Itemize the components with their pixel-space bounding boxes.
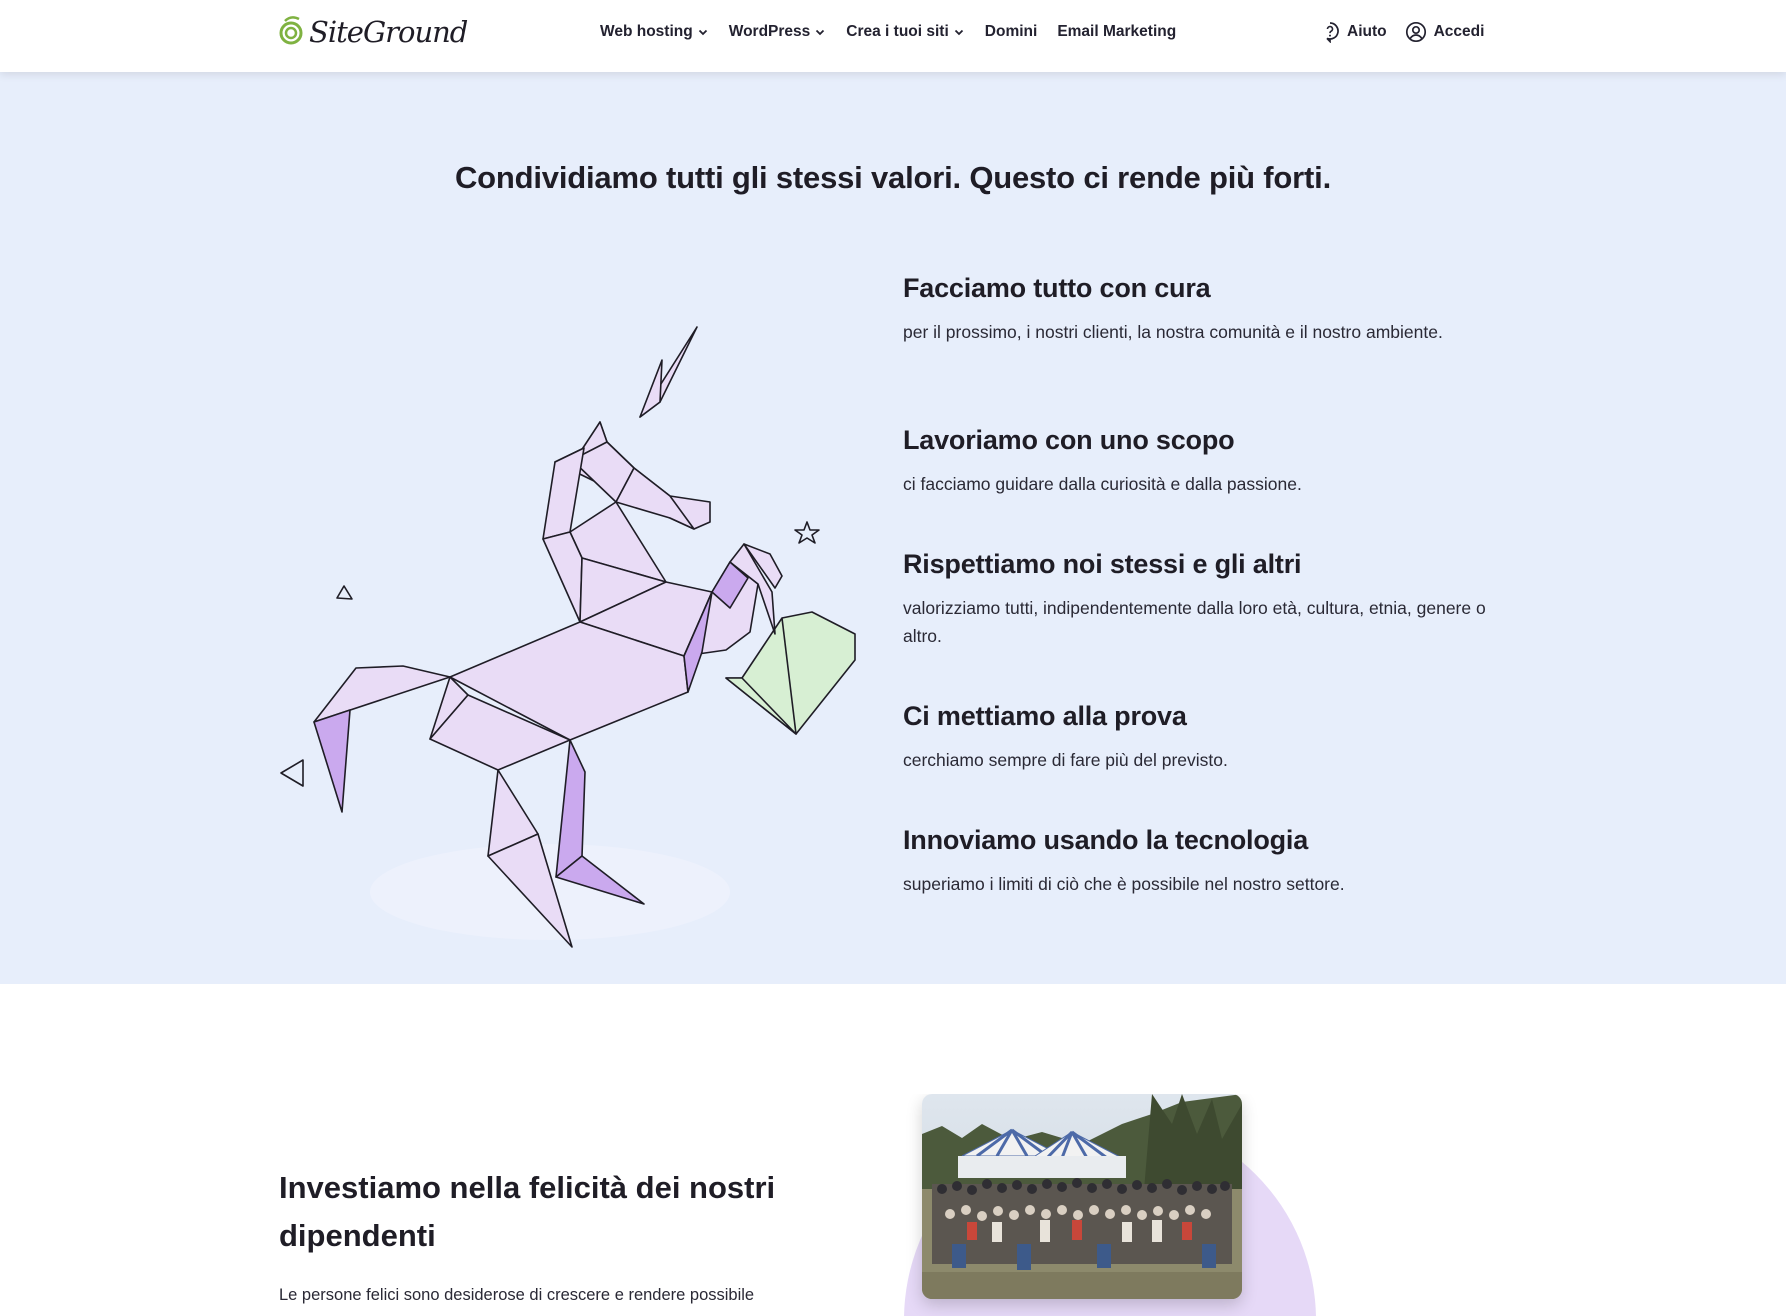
help-link[interactable] (1320, 20, 1387, 44)
value-description: superiamo i limiti di ciò che è possibile nel nostro settore. (903, 874, 1345, 894)
value-item (903, 822, 1345, 898)
nav-wordpress[interactable] (729, 20, 827, 44)
origami-unicorn-illustration (270, 272, 870, 972)
value-heading: Facciamo tutto con cura (903, 273, 1211, 303)
value-description: ci facciamo guidare dalla curiosità e dalla passione. (903, 474, 1302, 494)
value-item (903, 546, 1503, 650)
happiness-title: Investiamo nella felicità dei nostri dipendenti (279, 1170, 776, 1253)
chevron-down-icon (814, 26, 826, 38)
siteground-logo[interactable] (279, 14, 467, 50)
chevron-down-icon (953, 26, 965, 38)
nav-web-hosting-label: Web hosting (600, 23, 693, 40)
value-item (903, 270, 1443, 346)
team-photo-block (900, 1094, 1320, 1316)
header-actions (1320, 20, 1484, 44)
user-icon (1405, 21, 1427, 43)
nav-email-marketing[interactable] (1057, 20, 1176, 44)
values-title: Condividiamo tutti gli stessi valori. Questo ci rende più forti. (455, 160, 1331, 195)
triangle-icon (337, 586, 352, 599)
happiness-text: Le persone felici sono desiderose di crescere e rendere possibile (279, 1286, 755, 1304)
nav-domini-label: Domini (984, 23, 1038, 40)
nav-wordpress-label: WordPress (728, 23, 811, 40)
value-description: per il prossimo, i nostri clienti, la nostra comunità e il nostro ambiente. (903, 322, 1443, 342)
value-description: valorizziamo tutti, indipendentemente dalla loro età, cultura, etnia, genere o altro. (903, 598, 1486, 646)
value-item (903, 422, 1302, 498)
team-photo (922, 1094, 1242, 1299)
help-icon (1320, 21, 1340, 43)
star-icon (795, 522, 819, 543)
login-label: Accedi (1433, 23, 1485, 40)
value-description: cerchiamo sempre di fare più del previsto. (903, 750, 1228, 770)
value-heading: Lavoriamo con uno scopo (903, 425, 1235, 455)
value-heading: Rispettiamo noi stessi e gli altri (903, 549, 1302, 579)
values-section (0, 72, 1786, 984)
value-heading: Innoviamo usando la tecnologia (903, 825, 1309, 855)
triangle-icon (281, 760, 303, 786)
help-label: Aiuto (1347, 23, 1387, 40)
chevron-down-icon (697, 26, 709, 38)
nav-email-marketing-label: Email Marketing (1057, 23, 1177, 40)
nav-web-hosting[interactable] (600, 20, 709, 44)
site-header (0, 0, 1786, 72)
value-heading: Ci mettiamo alla prova (903, 701, 1187, 731)
logo-text: SiteGround (309, 15, 468, 49)
nav-crea-siti[interactable] (846, 20, 965, 44)
main-nav (600, 20, 1196, 44)
nav-domini[interactable] (985, 20, 1038, 44)
login-link[interactable] (1405, 20, 1485, 44)
value-item (903, 698, 1228, 774)
logo-swirl-icon (279, 15, 305, 49)
happiness-section (0, 984, 1786, 1316)
nav-crea-siti-label: Crea i tuoi siti (846, 23, 949, 40)
